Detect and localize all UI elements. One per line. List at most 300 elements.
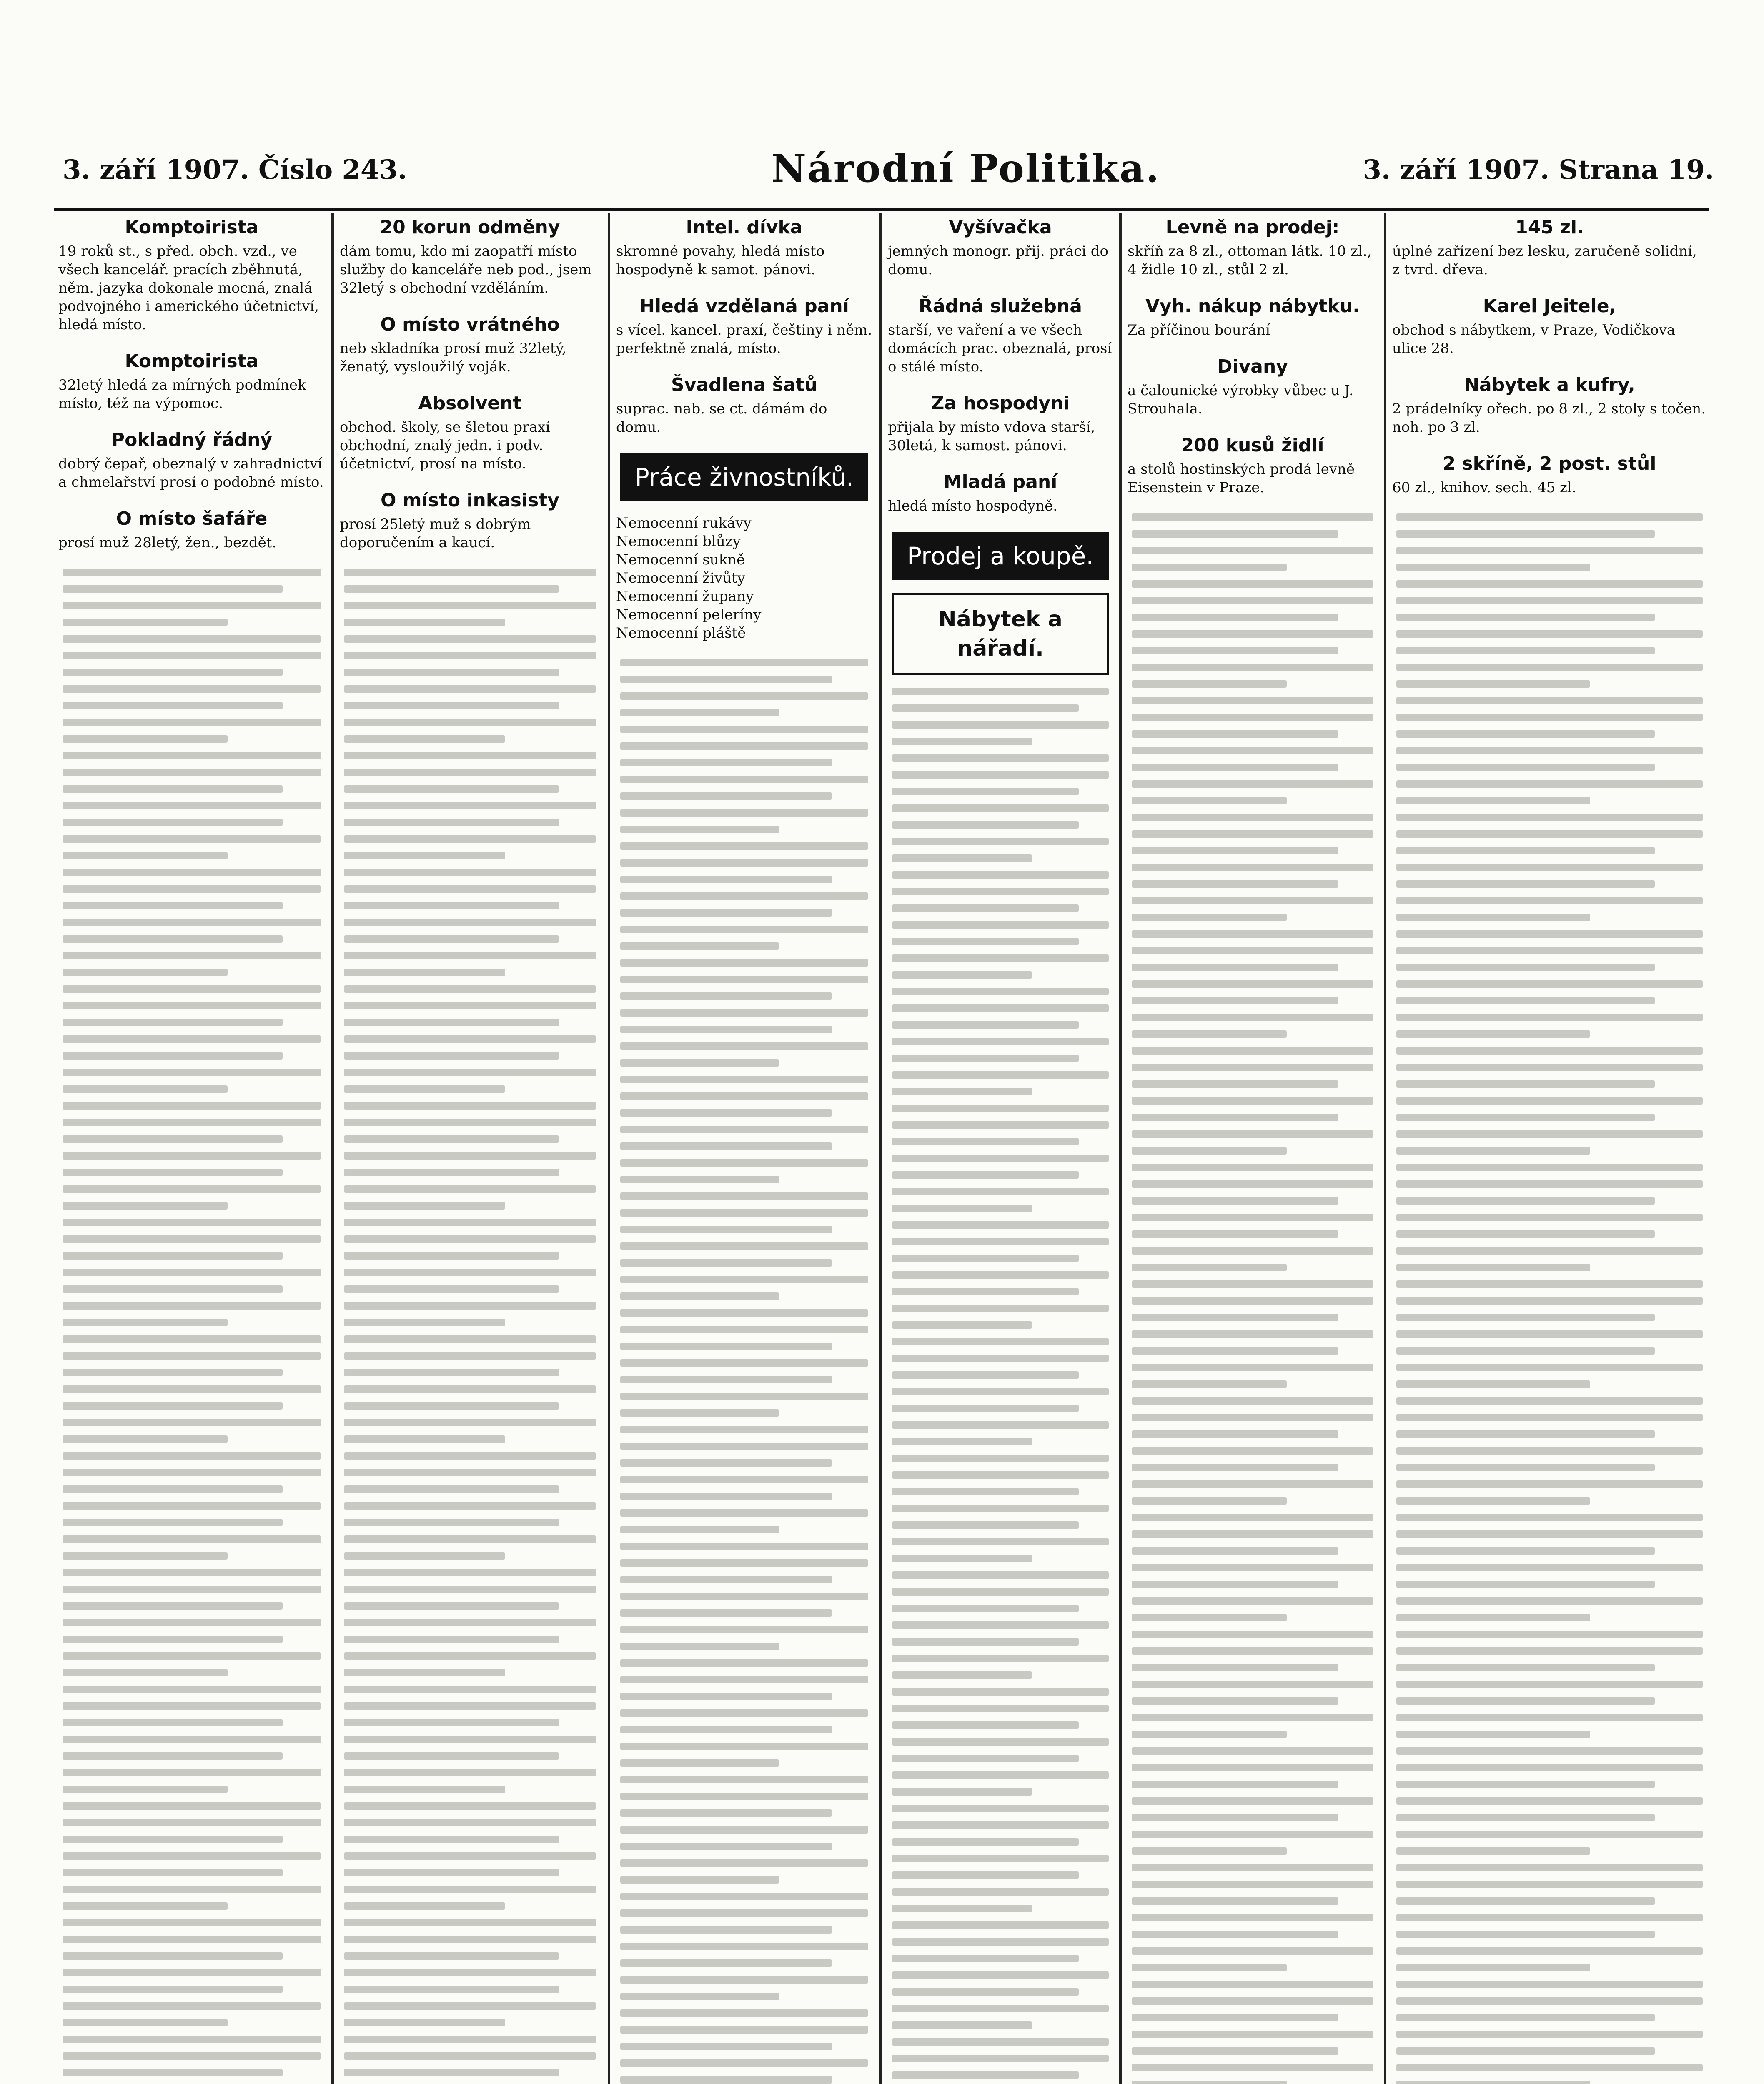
- text-line-placeholder: [344, 569, 596, 576]
- text-line-placeholder: [1396, 1931, 1655, 1938]
- notice-item: Nemocenní pláště: [616, 625, 746, 641]
- text-line-placeholder: [63, 769, 321, 776]
- text-line-placeholder: [344, 1552, 505, 1560]
- text-line-placeholder: [892, 1488, 1079, 1495]
- text-line-placeholder: [892, 1405, 1079, 1412]
- text-line-placeholder: [892, 754, 1109, 762]
- text-line-placeholder: [1132, 1480, 1373, 1488]
- ad-title: O místo vrátného: [380, 314, 560, 335]
- ad-title: Vyh. nákup nábytku.: [1145, 296, 1360, 317]
- text-line-placeholder: [892, 1271, 1109, 1279]
- text-line-placeholder: [1396, 1781, 1655, 1788]
- text-line-placeholder: [892, 1071, 1109, 1079]
- text-line-placeholder: [892, 988, 1109, 995]
- text-line-placeholder: [1132, 1180, 1373, 1188]
- classified-ad: [58, 217, 325, 334]
- text-line-placeholder: [620, 1943, 868, 1950]
- text-line-placeholder: [63, 885, 321, 893]
- text-line-placeholder: [620, 1559, 868, 1567]
- text-line-placeholder: [1132, 730, 1338, 738]
- section-subtitle-furniture: Nábytek a nářadí.: [892, 593, 1109, 675]
- column-6: [1388, 217, 1711, 2084]
- text-line-placeholder: [344, 1586, 596, 1593]
- column-divider: [331, 213, 334, 2084]
- text-line-placeholder: [892, 2038, 1109, 2046]
- text-line-placeholder: [344, 1986, 559, 1993]
- text-line-placeholder: [620, 742, 868, 750]
- text-line-placeholder: [1132, 1464, 1338, 1471]
- text-line-placeholder: [63, 1602, 283, 1610]
- column-2: [336, 217, 604, 2084]
- ad-body: skromné povahy, hledá místo hospodyně k samot. pánovi.: [616, 243, 825, 278]
- text-line-placeholder: [1396, 980, 1703, 988]
- text-line-placeholder: [63, 1369, 283, 1376]
- text-line-placeholder: [1396, 2014, 1655, 2021]
- classified-ad: [888, 393, 1113, 455]
- text-line-placeholder: [63, 1836, 283, 1843]
- text-line-placeholder: [620, 1042, 868, 1050]
- text-line-placeholder: [1396, 1080, 1655, 1088]
- text-line-placeholder: [892, 704, 1079, 712]
- text-line-placeholder: [1396, 1380, 1590, 1388]
- text-line-placeholder: [63, 802, 321, 809]
- ad-body: starší, ve vaření a ve všech domácích prac. obeznalá, prosí o stálé místo.: [888, 322, 1112, 375]
- text-line-placeholder: [1396, 897, 1703, 904]
- text-line-placeholder: [344, 1535, 596, 1543]
- text-line-placeholder: [1132, 947, 1373, 954]
- text-line-placeholder: [1396, 1714, 1703, 1721]
- text-line-placeholder: [620, 1109, 832, 1117]
- text-line-placeholder: [620, 1142, 832, 1150]
- text-line-placeholder: [63, 1652, 321, 1660]
- text-line-placeholder: [1132, 714, 1373, 721]
- classified-ad: [340, 490, 600, 552]
- text-line-placeholder: [620, 1509, 868, 1517]
- text-line-placeholder: [892, 1838, 1079, 1846]
- text-line-placeholder: [344, 1936, 596, 1943]
- text-line-placeholder: [620, 1643, 779, 1650]
- text-line-placeholder: [620, 1526, 779, 1533]
- text-line-placeholder: [344, 1836, 559, 1843]
- text-line-placeholder: [620, 859, 868, 867]
- text-line-placeholder: [1132, 1080, 1338, 1088]
- text-line-placeholder: [63, 902, 283, 909]
- text-line-placeholder: [892, 788, 1079, 795]
- text-line-placeholder: [620, 1659, 868, 1667]
- classified-ad: [1128, 356, 1378, 418]
- text-line-placeholder: [344, 1319, 505, 1326]
- text-line-placeholder: [1396, 1397, 1703, 1405]
- text-line-placeholder: [892, 1105, 1109, 1112]
- text-line-placeholder: [892, 1321, 1032, 1329]
- text-line-placeholder: [1396, 1447, 1703, 1455]
- text-line-placeholder: [63, 702, 283, 709]
- text-line-placeholder: [344, 1786, 505, 1793]
- text-line-placeholder: [344, 1769, 596, 1776]
- text-line-placeholder: [620, 1426, 868, 1433]
- text-line-placeholder: [344, 1702, 596, 1710]
- text-line-placeholder: [1132, 597, 1373, 604]
- text-line-placeholder: [1396, 614, 1655, 621]
- text-line-placeholder: [892, 871, 1109, 879]
- text-line-placeholder: [1132, 1397, 1373, 1405]
- text-line-placeholder: [63, 1619, 321, 1626]
- notice-item: Nemocenní blůzy: [616, 533, 741, 550]
- text-line-placeholder: [63, 1786, 228, 1793]
- text-line-placeholder: [1396, 1881, 1703, 1888]
- text-line-placeholder: [1132, 697, 1373, 704]
- text-line-placeholder: [344, 702, 559, 709]
- text-line-placeholder: [620, 1292, 779, 1300]
- notice-item: Nemocenní peleríny: [616, 606, 762, 623]
- text-line-placeholder: [1132, 580, 1373, 588]
- text-line-placeholder: [620, 726, 868, 733]
- ad-body: hledá místo hospodyně.: [888, 498, 1058, 514]
- text-line-placeholder: [1396, 1981, 1703, 1988]
- text-line-placeholder: [620, 976, 868, 983]
- text-line-placeholder: [63, 1402, 283, 1410]
- text-line-placeholder: [63, 1719, 283, 1726]
- ad-title: Karel Jeitele,: [1483, 296, 1616, 317]
- text-line-placeholder: [1132, 1314, 1338, 1321]
- text-line-placeholder: [63, 1485, 283, 1493]
- ad-body: dobrý čepař, obeznalý v zahradnictví a chmelařství prosí o podobné místo.: [58, 456, 324, 491]
- text-line-placeholder: [1396, 830, 1703, 838]
- text-line-placeholder: [892, 1905, 1032, 1912]
- text-line-placeholder: [63, 1902, 228, 1910]
- text-line-placeholder: [63, 1519, 283, 1526]
- text-line-placeholder: [1396, 647, 1655, 654]
- text-line-placeholder: [1132, 1130, 1373, 1138]
- text-line-placeholder: [892, 1605, 1079, 1612]
- text-line-placeholder: [63, 1435, 228, 1443]
- text-line-placeholder: [1396, 1664, 1655, 1671]
- text-line-placeholder: [1396, 1964, 1590, 1971]
- text-line-placeholder: [620, 759, 832, 766]
- classified-ad: [616, 217, 872, 279]
- text-line-placeholder: [63, 1469, 321, 1476]
- text-line-placeholder: [1396, 1847, 1590, 1855]
- text-line-placeholder: [1132, 1280, 1373, 1288]
- masthead-title: Národní Politika.: [771, 146, 1160, 191]
- text-line-placeholder: [344, 1035, 596, 1043]
- text-line-placeholder: [1132, 1064, 1373, 1071]
- text-line-placeholder: [344, 969, 505, 976]
- text-line-placeholder: [892, 738, 1032, 745]
- text-line-placeholder: [1396, 1097, 1703, 1105]
- text-line-placeholder: [620, 659, 868, 666]
- text-line-placeholder: [892, 1038, 1109, 1045]
- text-line-placeholder: [1396, 1264, 1590, 1271]
- text-line-placeholder: [344, 1052, 559, 1060]
- text-line-placeholder: [1396, 1914, 1703, 1921]
- text-line-placeholder: [344, 1369, 559, 1376]
- text-line-placeholder: [63, 869, 321, 876]
- text-line-placeholder: [1396, 1947, 1703, 1955]
- text-line-placeholder: [1396, 1614, 1590, 1621]
- text-line-placeholder: [892, 1221, 1109, 1229]
- ad-body: 2 prádelníky ořech. po 8 zl., 2 stoly s točen. noh. po 3 zl.: [1392, 401, 1706, 436]
- text-line-placeholder: [344, 1135, 559, 1143]
- text-line-placeholder: [1396, 630, 1703, 638]
- text-line-placeholder: [1132, 1747, 1373, 1755]
- text-line-placeholder: [1396, 2031, 1703, 2038]
- text-line-placeholder: [620, 1076, 868, 1083]
- text-line-placeholder: [892, 1571, 1109, 1579]
- text-line-placeholder: [1132, 2014, 1338, 2021]
- section-banner-trades: Práce živnostníků.: [620, 453, 868, 501]
- text-line-placeholder: [63, 1769, 321, 1776]
- text-line-placeholder: [344, 1069, 596, 1076]
- text-line-placeholder: [620, 1393, 868, 1400]
- classified-ad: [888, 217, 1113, 279]
- text-line-placeholder: [1396, 1547, 1655, 1555]
- text-line-placeholder: [620, 1226, 832, 1233]
- text-line-placeholder: [1132, 1864, 1373, 1871]
- text-line-placeholder: [892, 1688, 1109, 1696]
- text-line-placeholder: [344, 1802, 596, 1810]
- text-line-placeholder: [892, 888, 1109, 895]
- text-line-placeholder: [1132, 1797, 1373, 1805]
- text-line-placeholder: [892, 1671, 1032, 1679]
- text-line-placeholder: [892, 1004, 1109, 1012]
- text-line-placeholder: [63, 1969, 321, 1976]
- text-line-placeholder: [1396, 1180, 1703, 1188]
- text-line-placeholder: [1396, 1581, 1655, 1588]
- text-line-placeholder: [344, 1252, 559, 1260]
- text-line-placeholder: [892, 904, 1079, 912]
- text-line-placeholder: [892, 2005, 1109, 2012]
- text-line-placeholder: [63, 1852, 321, 1860]
- text-line-placeholder: [344, 2069, 559, 2076]
- text-line-placeholder: [620, 1259, 832, 1267]
- text-line-placeholder: [1132, 764, 1338, 771]
- notice-item: Nemocenní rukávy: [616, 515, 752, 531]
- text-line-placeholder: [1396, 547, 1703, 554]
- illegible-text-block: [1388, 513, 1711, 2084]
- text-line-placeholder: [892, 1705, 1109, 1712]
- text-line-placeholder: [1396, 1347, 1655, 1355]
- text-line-placeholder: [1396, 797, 1590, 804]
- text-line-placeholder: [63, 1936, 321, 1943]
- text-line-placeholder: [63, 1986, 283, 1993]
- text-line-placeholder: [63, 585, 283, 593]
- text-line-placeholder: [620, 1059, 779, 1067]
- text-line-placeholder: [620, 1242, 868, 1250]
- text-line-placeholder: [892, 1971, 1109, 1979]
- text-line-placeholder: [620, 1593, 868, 1600]
- text-line-placeholder: [892, 921, 1109, 929]
- text-line-placeholder: [620, 1409, 779, 1417]
- text-line-placeholder: [1396, 1414, 1703, 1421]
- text-line-placeholder: [620, 792, 832, 800]
- text-line-placeholder: [620, 1192, 868, 1200]
- text-line-placeholder: [620, 1843, 832, 1850]
- ad-title: Řádná služebná: [919, 296, 1082, 317]
- text-line-placeholder: [344, 685, 596, 693]
- text-line-placeholder: [344, 1469, 596, 1476]
- text-line-placeholder: [1396, 1280, 1703, 1288]
- text-line-placeholder: [1132, 547, 1373, 554]
- classified-ad: [1392, 296, 1707, 358]
- text-line-placeholder: [63, 1102, 321, 1110]
- text-line-placeholder: [63, 1252, 283, 1260]
- text-line-placeholder: [63, 1819, 321, 1826]
- text-line-placeholder: [1132, 1347, 1338, 1355]
- text-line-placeholder: [620, 1459, 832, 1467]
- text-line-placeholder: [620, 692, 868, 700]
- text-line-placeholder: [63, 835, 321, 843]
- text-line-placeholder: [1396, 1297, 1703, 1305]
- notice-item: Nemocenní živůty: [616, 570, 745, 586]
- text-line-placeholder: [344, 1952, 559, 1960]
- text-line-placeholder: [892, 971, 1032, 979]
- text-line-placeholder: [63, 569, 321, 576]
- ad-title: Nábytek a kufry,: [1464, 374, 1635, 396]
- text-line-placeholder: [1396, 1564, 1703, 1571]
- text-line-placeholder: [1396, 1681, 1703, 1688]
- text-line-placeholder: [1132, 1814, 1338, 1821]
- text-line-placeholder: [344, 1636, 559, 1643]
- ad-body: obchod. školy, se šletou praxí obchodní, znalý jedn. i podv. účetnictví, prosí na místo.: [340, 419, 550, 472]
- text-line-placeholder: [892, 771, 1109, 779]
- text-line-placeholder: [63, 2069, 283, 2076]
- text-line-placeholder: [620, 1809, 832, 1817]
- text-line-placeholder: [892, 1588, 1109, 1596]
- text-line-placeholder: [344, 1485, 559, 1493]
- text-line-placeholder: [63, 785, 283, 793]
- text-line-placeholder: [1132, 1247, 1373, 1255]
- text-line-placeholder: [344, 1169, 559, 1176]
- text-line-placeholder: [1132, 1330, 1373, 1338]
- column-divider: [1384, 213, 1386, 2084]
- text-line-placeholder: [620, 1309, 868, 1317]
- text-line-placeholder: [344, 1502, 596, 1510]
- text-line-placeholder: [892, 804, 1109, 812]
- text-line-placeholder: [63, 1135, 283, 1143]
- text-line-placeholder: [63, 652, 321, 659]
- text-line-placeholder: [620, 1976, 868, 1984]
- text-line-placeholder: [892, 954, 1109, 962]
- text-line-placeholder: [1132, 1697, 1338, 1705]
- text-line-placeholder: [892, 1188, 1109, 1195]
- ad-body: prosí muž 28letý, žen., bezdět.: [58, 534, 277, 551]
- text-line-placeholder: [892, 1655, 1109, 1662]
- text-line-placeholder: [1132, 530, 1338, 538]
- text-line-placeholder: [1396, 930, 1703, 938]
- text-line-placeholder: [892, 1055, 1079, 1062]
- text-line-placeholder: [1396, 597, 1703, 604]
- text-line-placeholder: [1132, 747, 1373, 754]
- text-line-placeholder: [1396, 530, 1655, 538]
- ad-body: skříň za 8 zl., ottoman látk. 10 zl., 4 židle 10 zl., stůl 2 zl.: [1128, 243, 1372, 278]
- text-line-placeholder: [1132, 1714, 1373, 1721]
- text-line-placeholder: [892, 2021, 1032, 2029]
- text-line-placeholder: [1396, 730, 1655, 738]
- text-line-placeholder: [892, 1721, 1079, 1729]
- text-line-placeholder: [1132, 1614, 1287, 1621]
- text-line-placeholder: [344, 652, 596, 659]
- text-line-placeholder: [63, 2036, 321, 2043]
- text-line-placeholder: [344, 1402, 559, 1410]
- text-line-placeholder: [344, 619, 505, 626]
- text-line-placeholder: [892, 1771, 1109, 1779]
- text-line-placeholder: [63, 1169, 283, 1176]
- text-line-placeholder: [892, 1155, 1109, 1162]
- ad-body: suprac. nab. se ct. dámám do domu.: [616, 401, 827, 436]
- text-line-placeholder: [1132, 1114, 1338, 1121]
- text-line-placeholder: [1132, 1514, 1373, 1521]
- text-line-placeholder: [1132, 1947, 1373, 1955]
- text-line-placeholder: [892, 938, 1079, 945]
- text-line-placeholder: [344, 1335, 596, 1343]
- text-line-placeholder: [1396, 714, 1703, 721]
- text-line-placeholder: [344, 1902, 505, 1910]
- masthead-rule: [54, 208, 1709, 211]
- text-line-placeholder: [63, 1035, 321, 1043]
- text-line-placeholder: [63, 1569, 321, 1576]
- text-line-placeholder: [892, 1238, 1109, 1245]
- text-line-placeholder: [344, 2052, 596, 2060]
- text-line-placeholder: [63, 685, 321, 693]
- text-line-placeholder: [1132, 1414, 1373, 1421]
- text-line-placeholder: [1132, 1764, 1373, 1771]
- text-line-placeholder: [620, 1726, 832, 1733]
- classified-ad: [1128, 296, 1378, 339]
- text-line-placeholder: [892, 1755, 1079, 1762]
- text-line-placeholder: [1396, 1430, 1655, 1438]
- text-line-placeholder: [1396, 997, 1655, 1004]
- text-line-placeholder: [620, 1709, 868, 1717]
- column-divider: [608, 213, 610, 2084]
- text-line-placeholder: [63, 1185, 321, 1193]
- text-line-placeholder: [892, 2071, 1079, 2079]
- text-line-placeholder: [1396, 2081, 1590, 2084]
- text-line-placeholder: [1396, 747, 1703, 754]
- text-line-placeholder: [892, 1921, 1109, 1929]
- text-line-placeholder: [892, 1021, 1079, 1029]
- classified-ad: [1392, 453, 1707, 497]
- text-line-placeholder: [1132, 847, 1338, 854]
- text-line-placeholder: [892, 721, 1109, 729]
- text-line-placeholder: [344, 1886, 596, 1893]
- text-line-placeholder: [620, 809, 868, 817]
- text-line-placeholder: [1396, 1631, 1703, 1638]
- column-3: [612, 217, 877, 2084]
- ad-body: prosí 25letý muž s dobrým doporučením a kaucí.: [340, 516, 531, 551]
- text-line-placeholder: [344, 1652, 596, 1660]
- column-5: [1123, 217, 1382, 2084]
- text-line-placeholder: [1132, 630, 1373, 638]
- text-line-placeholder: [620, 1126, 868, 1133]
- text-line-placeholder: [892, 1988, 1079, 1996]
- text-line-placeholder: [620, 1893, 868, 1900]
- text-line-placeholder: [1132, 1214, 1373, 1221]
- text-line-placeholder: [344, 1869, 559, 1876]
- text-line-placeholder: [620, 1176, 779, 1183]
- text-line-placeholder: [63, 1069, 321, 1076]
- text-line-placeholder: [892, 1821, 1109, 1829]
- text-line-placeholder: [63, 669, 283, 676]
- classified-ad: [340, 314, 600, 376]
- text-line-placeholder: [620, 1009, 868, 1017]
- text-line-placeholder: [1396, 1364, 1703, 1371]
- text-line-placeholder: [892, 1621, 1109, 1629]
- text-line-placeholder: [1132, 1981, 1373, 1988]
- text-line-placeholder: [1396, 564, 1590, 571]
- text-line-placeholder: [1132, 2064, 1373, 2071]
- text-line-placeholder: [344, 1452, 596, 1460]
